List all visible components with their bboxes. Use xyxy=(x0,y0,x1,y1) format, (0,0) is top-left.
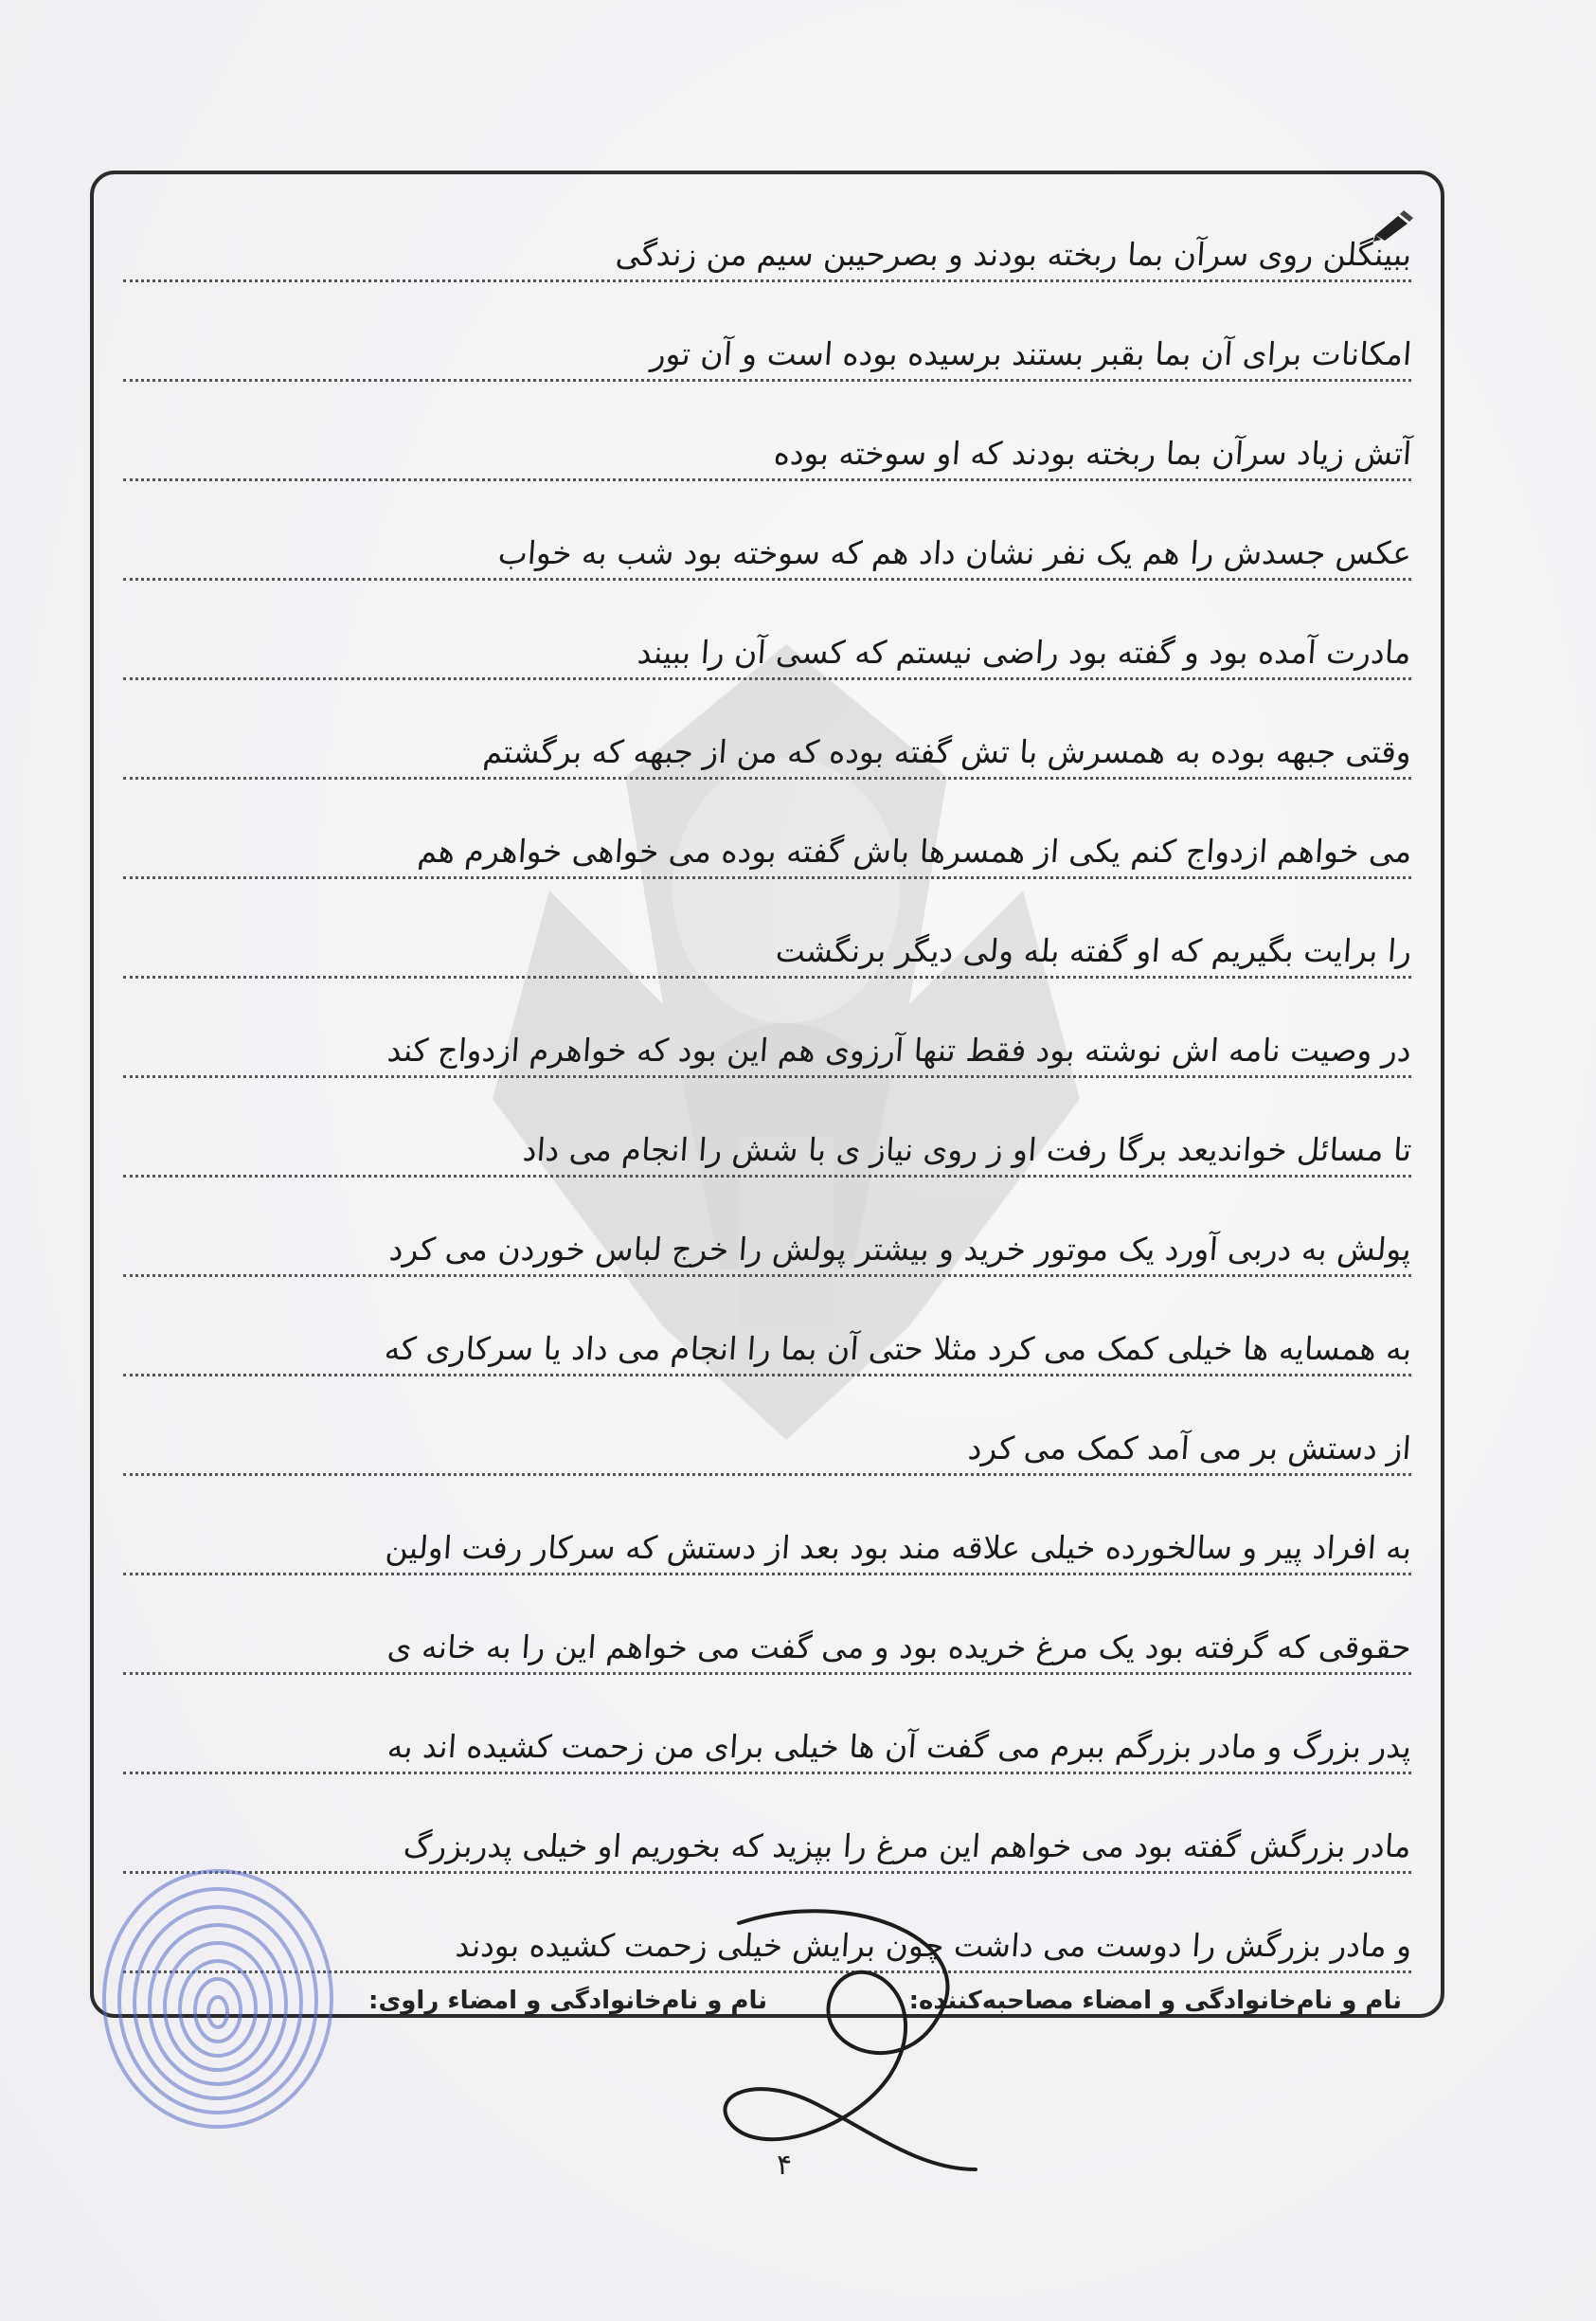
narrator-signature-label: نام و نام‌خانوادگی و امضاء راوی: xyxy=(368,1987,767,2015)
line-text: را برایت بگیریم که او گفته بله ولی دیگر برنگشت xyxy=(774,932,1413,969)
dotted-rule xyxy=(123,279,1411,282)
text-line xyxy=(114,990,1421,1089)
line-text: حقوقی که گرفته بود یک مرغ خریده بود و می گفت می خواهم این را به خانه ی xyxy=(386,1628,1413,1665)
dotted-rule xyxy=(123,677,1411,680)
dotted-rule xyxy=(123,1772,1411,1774)
line-text: در وصیت نامه اش نوشته بود فقط تنها آرزوی هم این بود که خواهرم ازدواج کند xyxy=(386,1032,1413,1069)
text-line xyxy=(114,194,1421,294)
text-line xyxy=(114,692,1421,791)
text-line xyxy=(114,791,1421,891)
interviewer-signature-label: نام و نام‌خانوادگی و امضاء مصاحبه‌کننده: xyxy=(908,1987,1402,2015)
line-text: پولش به دربی آورد یک موتور خرید و بیشتر پولش را خرج لباس خوردن می کرد xyxy=(387,1231,1413,1268)
dotted-rule xyxy=(123,478,1411,481)
handwritten-lines xyxy=(114,194,1421,1985)
line-text: عکس جسدش را هم یک نفر نشان داد هم که سوخته بود شب به خواب xyxy=(496,534,1413,571)
dotted-rule xyxy=(123,1075,1411,1078)
dotted-rule xyxy=(123,1175,1411,1178)
dotted-rule xyxy=(123,578,1411,581)
line-text: به همسایه ها خیلی کمک می کرد مثلا حتی آن بما را انجام می داد یا سرکاری که xyxy=(383,1330,1413,1367)
dotted-rule xyxy=(123,379,1411,382)
dotted-rule xyxy=(123,876,1411,879)
text-line xyxy=(114,1487,1421,1587)
text-line xyxy=(114,1288,1421,1388)
text-line xyxy=(114,592,1421,692)
text-line xyxy=(114,493,1421,592)
text-line xyxy=(114,1189,1421,1288)
line-text: آتش زیاد سرآن بما ربخته بودند که او سوخته بوده xyxy=(772,435,1413,472)
line-text: می خواهم ازدواج کنم یکی از همسرها باش گفته بوده می خواهی خواهرم هم xyxy=(416,833,1413,870)
page-number: ۴ xyxy=(777,2149,793,2182)
dotted-rule xyxy=(123,976,1411,979)
text-line xyxy=(114,891,1421,990)
line-text: پدر بزرگ و مادر بزرگم ببرم می گفت آن ها خیلی برای من زحمت کشیده اند به xyxy=(386,1728,1413,1765)
dotted-rule xyxy=(123,1672,1411,1675)
line-text: به افراد پیر و سالخورده خیلی علاقه مند بود بعد از دستش که سرکار رفت اولین xyxy=(384,1529,1413,1566)
dotted-rule xyxy=(123,1274,1411,1277)
text-line xyxy=(114,1388,1421,1487)
dotted-rule xyxy=(123,1473,1411,1476)
dotted-rule xyxy=(123,1374,1411,1376)
line-text: و مادر بزرگش را دوست می داشت چون برایش خیلی زحمت کشیده بودند xyxy=(454,1927,1413,1964)
line-text: مادر بزرگش گفته بود می خواهم این مرغ را بپزید که بخوریم او خیلی پدربزرگ xyxy=(402,1827,1413,1864)
dotted-rule xyxy=(123,1573,1411,1575)
line-text: امکانات برای آن بما بقبر بستند برسیده بوده است و آن تور xyxy=(649,335,1413,372)
line-text: ببینگلن روی سرآن بما ربخته بودند و بصرحیبن سیم من زندگی xyxy=(614,236,1413,273)
line-text: مادرت آمده بود و گفته بود راضی نیستم که کسی آن را ببیند xyxy=(636,634,1413,671)
text-line xyxy=(114,393,1421,493)
line-text: از دستش بر می آمد کمک می کرد xyxy=(966,1430,1413,1466)
text-line xyxy=(114,1089,1421,1189)
signature-mark xyxy=(701,1885,1023,2207)
text-line xyxy=(114,294,1421,393)
text-line xyxy=(114,1587,1421,1686)
line-text: تا مسائل خواندیعد برگا رفت او ز روی نیاز ی با شش را انجام می داد xyxy=(521,1131,1413,1168)
line-text: وقتی جبهه بوده به همسرش با تش گفته بوده که من از جبهه که برگشتم xyxy=(481,733,1413,770)
dotted-rule xyxy=(123,777,1411,780)
text-line xyxy=(114,1686,1421,1786)
fingerprint-mark xyxy=(76,1847,350,2141)
